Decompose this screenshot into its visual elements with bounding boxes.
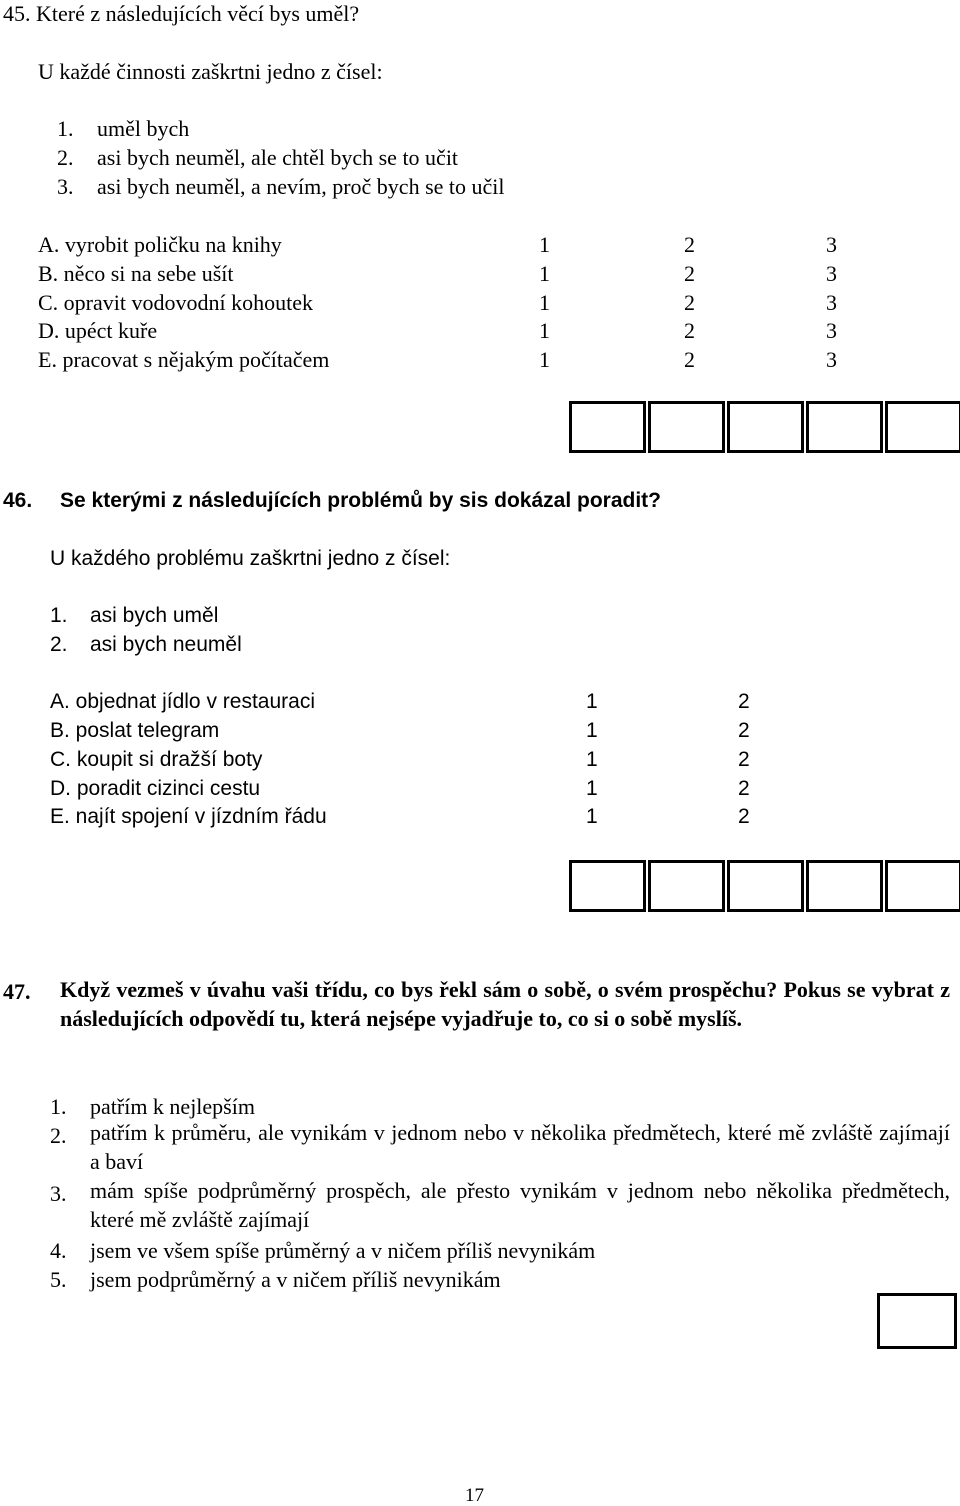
choice-2[interactable]: 2 bbox=[684, 232, 695, 257]
q47-title: Když vezmeš v úvahu vaši třídu, co bys řekl sám o sobě, o svém prospěchu? Pokus se vybrat z následujících odpovědí tu, která nejsépe vyjadřuje to, co si o sobě myslíš. bbox=[60, 977, 950, 1031]
q47-option-3-text: mám spíše podprůměrný prospěch, ale přesto vynikám v jednom nebo několika předmětech, které mě zvláště zajímají bbox=[90, 1178, 950, 1232]
answer-box[interactable] bbox=[648, 401, 725, 453]
q45-option-1-num: 1. bbox=[57, 116, 74, 141]
choice-1[interactable]: 1 bbox=[586, 748, 598, 771]
q45-option-3-num: 3. bbox=[57, 174, 74, 199]
choice-3[interactable]: 3 bbox=[826, 318, 837, 343]
q47-number: 47. bbox=[3, 979, 31, 1004]
choice-2[interactable]: 2 bbox=[684, 347, 695, 372]
choice-3[interactable]: 3 bbox=[826, 261, 837, 286]
q47-option-5-text: jsem podprůměrný a v ničem příliš nevynikám bbox=[90, 1267, 501, 1292]
q45-option-3-text: asi bych neuměl, a nevím, proč bych se to učil bbox=[97, 174, 505, 199]
q46-option-1-text: asi bych uměl bbox=[90, 604, 219, 627]
choice-1[interactable]: 1 bbox=[539, 232, 550, 257]
answer-box[interactable] bbox=[885, 860, 960, 912]
answer-box[interactable] bbox=[727, 401, 804, 453]
item-label: D. poradit cizinci cestu bbox=[50, 777, 261, 800]
answer-box[interactable] bbox=[569, 860, 646, 912]
answer-box[interactable] bbox=[727, 860, 804, 912]
q47-option-5-num: 5. bbox=[50, 1267, 67, 1292]
choice-3[interactable]: 3 bbox=[826, 232, 837, 257]
answer-box[interactable] bbox=[806, 860, 883, 912]
q47-option-1-num: 1. bbox=[50, 1094, 67, 1119]
choice-3[interactable]: 3 bbox=[826, 347, 837, 372]
item-label: D. upéct kuře bbox=[38, 318, 158, 343]
item-label: E. pracovat s nějakým počítačem bbox=[38, 347, 330, 372]
q46-option-2-num: 2. bbox=[50, 633, 68, 656]
choice-1[interactable]: 1 bbox=[586, 719, 598, 742]
q45-instruction: U každé činnosti zaškrtni jedno z čísel: bbox=[38, 59, 383, 84]
choice-1[interactable]: 1 bbox=[539, 290, 550, 315]
choice-2[interactable]: 2 bbox=[738, 690, 750, 713]
answer-box[interactable] bbox=[569, 401, 646, 453]
q46-option-1-num: 1. bbox=[50, 604, 68, 627]
answer-box[interactable] bbox=[806, 401, 883, 453]
choice-2[interactable]: 2 bbox=[738, 748, 750, 771]
q46-number: 46. bbox=[3, 489, 33, 512]
choice-1[interactable]: 1 bbox=[586, 777, 598, 800]
q46-answer-boxes bbox=[569, 860, 960, 912]
q47-option-2-text: patřím k průměru, ale vynikám v jednom nebo v několika předmětech, které mě zvláště zajímají a baví bbox=[90, 1120, 950, 1174]
answer-box[interactable] bbox=[885, 401, 960, 453]
item-label: B. poslat telegram bbox=[50, 719, 220, 742]
q47-option-3-num: 3. bbox=[50, 1181, 67, 1206]
q46-instruction: U každého problému zaškrtni jedno z čísel: bbox=[50, 547, 451, 570]
choice-2[interactable]: 2 bbox=[684, 261, 695, 286]
item-label: C. opravit vodovodní kohoutek bbox=[38, 290, 313, 315]
item-label: B. něco si na sebe ušít bbox=[38, 261, 234, 286]
q47-option-4-num: 4. bbox=[50, 1238, 67, 1263]
q45-answer-boxes bbox=[569, 401, 960, 453]
choice-3[interactable]: 3 bbox=[826, 290, 837, 315]
page-number: 17 bbox=[465, 1485, 484, 1506]
q47-option-4-text: jsem ve všem spíše průměrný a v ničem příliš nevynikám bbox=[90, 1238, 596, 1263]
item-label: A. objednat jídlo v restauraci bbox=[50, 690, 315, 713]
item-label: C. koupit si dražší boty bbox=[50, 748, 263, 771]
q45-option-1-text: uměl bych bbox=[97, 116, 190, 141]
choice-1[interactable]: 1 bbox=[539, 261, 550, 286]
choice-2[interactable]: 2 bbox=[684, 290, 695, 315]
choice-1[interactable]: 1 bbox=[539, 318, 550, 343]
q46-title: Se kterými z následujících problémů by sis dokázal poradit? bbox=[60, 489, 662, 512]
answer-box[interactable] bbox=[877, 1293, 957, 1349]
choice-2[interactable]: 2 bbox=[738, 777, 750, 800]
choice-1[interactable]: 1 bbox=[586, 690, 598, 713]
q45-option-2-num: 2. bbox=[57, 145, 74, 170]
item-label: A. vyrobit poličku na knihy bbox=[38, 232, 282, 257]
q45-option-2-text: asi bych neuměl, ale chtěl bych se to učit bbox=[97, 145, 459, 170]
choice-2[interactable]: 2 bbox=[738, 805, 750, 828]
q47-answer-boxes bbox=[877, 1293, 957, 1349]
q46-option-2-text: asi bych neuměl bbox=[90, 633, 242, 656]
q45-title: 45. Které z následujících věcí bys uměl? bbox=[3, 1, 360, 26]
q47-option-1-text: patřím k nejlepším bbox=[90, 1094, 255, 1119]
item-label: E. najít spojení v jízdním řádu bbox=[50, 805, 327, 828]
choice-2[interactable]: 2 bbox=[684, 318, 695, 343]
choice-1[interactable]: 1 bbox=[586, 805, 598, 828]
choice-2[interactable]: 2 bbox=[738, 719, 750, 742]
q47-option-2-num: 2. bbox=[50, 1123, 67, 1148]
answer-box[interactable] bbox=[648, 860, 725, 912]
choice-1[interactable]: 1 bbox=[539, 347, 550, 372]
